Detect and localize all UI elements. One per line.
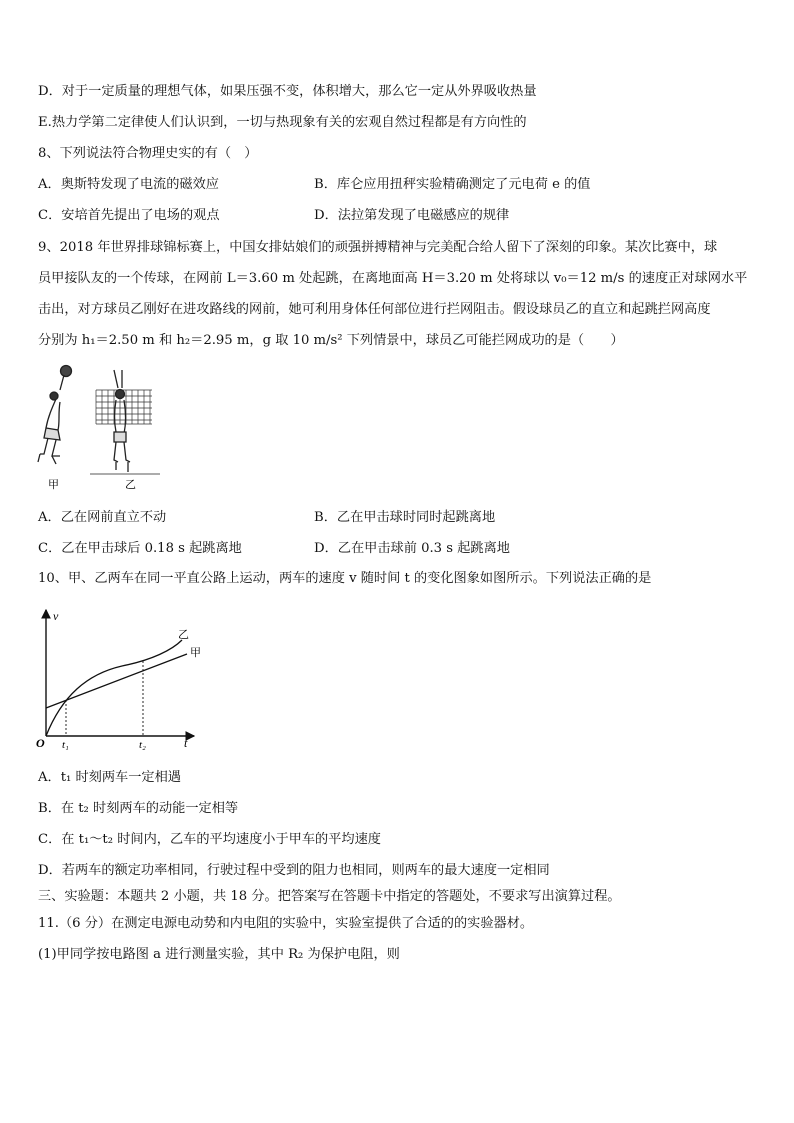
option-d-q7: D．对于一定质量的理想气体，如果压强不变，体积增大，那么它一定从外界吸收热量 [38,84,537,99]
option-a-q8: A．奥斯特发现了电流的磁效应 [38,177,219,192]
option-c-q8: C．安培首先提出了电场的观点 [38,208,220,223]
option-a-q10: A．t₁ 时刻两车一定相遇 [38,770,181,785]
velocity-time-graph [32,604,202,752]
player-jia-illustration [38,366,72,465]
origin-label: O [36,736,45,750]
option-d-q8: D．法拉第发现了电磁感应的规律 [314,208,510,223]
question-8: 8、下列说法符合物理史实的有（ ） [38,146,258,161]
question-10: 10、甲、乙两车在同一平直公路上运动，两车的速度 v 随时间 t 的变化图象如图所示。下列说法正确的是 [38,571,652,586]
figure-label-jia: 甲 [48,479,59,491]
option-d-q10: D．若两车的额定功率相同，行驶过程中受到的阻力也相同，则两车的最大速度一定相同 [38,863,550,878]
option-c-q9: C．乙在甲击球后 0.18 s 起跳离地 [38,541,242,556]
option-e-q7: E.热力学第二定律使人们认识到，一切与热现象有关的宏观自然过程都是有方向性的 [38,115,527,130]
volleyball-figure [30,362,170,492]
question-11: 11.（6 分）在测定电源电动势和内电阻的实验中，实验室提供了合适的的实验器材。 [38,916,534,931]
x-axis-label: t [184,736,188,750]
curve-label-jia: 甲 [190,647,201,659]
player-yi-illustration [114,370,130,472]
figure-label-yi: 乙 [125,479,136,491]
option-b-q10: B．在 t₂ 时刻两车的动能一定相等 [38,801,239,816]
tick-label-t1: t₁ [62,739,69,751]
question-9-line-4: 分别为 h₁＝2.50 m 和 h₂＝2.95 m，g 取 10 m/s² 下列情景中，球员乙可能拦网成功的是（ ） [38,333,624,348]
y-axis-label: v [53,609,59,623]
option-c-q10: C．在 t₁～t₂ 时间内，乙车的平均速度小于甲车的平均速度 [38,832,381,847]
question-11-part-1: (1)甲同学按电路图 a 进行测量实验，其中 R₂ 为保护电阻，则 [38,947,400,962]
option-a-q9: A．乙在网前直立不动 [38,510,167,525]
option-b-q9: B．乙在甲击球时同时起跳离地 [314,510,496,525]
section-3-heading: 三、实验题：本题共 2 小题，共 18 分。把答案写在答题卡中指定的答题处，不要求写出演算过程。 [38,889,621,904]
tick-label-t2: t₂ [139,739,146,751]
option-d-q9: D．乙在甲击球前 0.3 s 起跳离地 [314,541,510,556]
question-9-line-2: 员甲接队友的一个传球，在网前 L＝3.60 m 处起跳，在离地面高 H＝3.20 m 处将球以 v₀＝12 m/s 的速度正对球网水平 [38,271,748,286]
question-9-line-3: 击出，对方球员乙刚好在进攻路线的网前，她可利用身体任何部位进行拦网阻击。假设球员乙的直立和起跳拦网高度 [38,302,711,317]
curve-label-yi: 乙 [178,629,189,641]
option-b-q8: B．库仑应用扭秤实验精确测定了元电荷 e 的值 [314,177,591,192]
question-9-line-1: 9、2018 年世界排球锦标赛上，中国女排姑娘们的顽强拼搏精神与完美配合给人留下了深刻的印象。某次比赛中，球 [38,240,718,255]
